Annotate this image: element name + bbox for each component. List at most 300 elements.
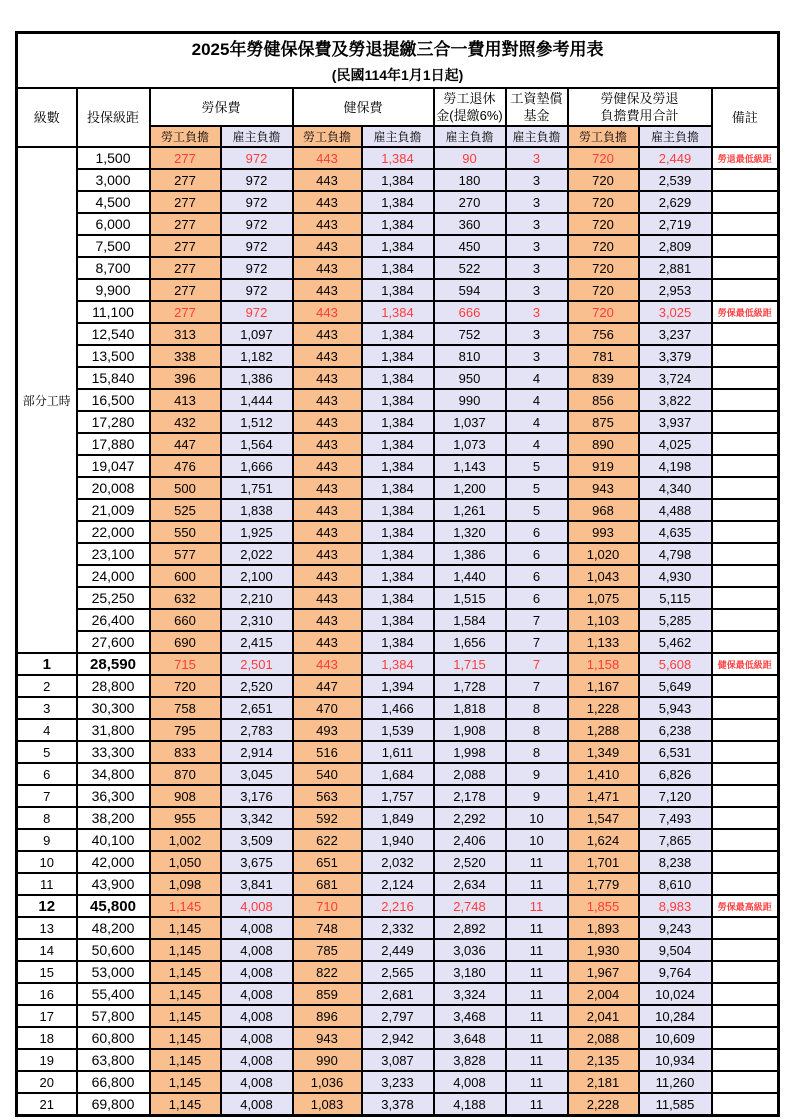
table-row (17, 279, 779, 301)
remark-cell: 勞保最高級距 (712, 895, 779, 917)
value-cell: 11 (506, 895, 568, 917)
value-cell: 972 (221, 213, 293, 235)
bracket-cell: 26,400 (77, 609, 150, 631)
table-row (17, 939, 779, 961)
table-title-cell (17, 33, 779, 89)
value-cell: 972 (221, 169, 293, 191)
value-cell: 795 (150, 719, 221, 741)
value-cell: 493 (293, 719, 362, 741)
remark-cell: 健保最低級距 (712, 653, 779, 675)
remark-cell (712, 697, 779, 719)
value-cell: 1,103 (568, 609, 639, 631)
table-row (17, 983, 779, 1005)
remark-cell (712, 323, 779, 345)
table-row (17, 675, 779, 697)
value-cell: 1,666 (221, 455, 293, 477)
value-cell: 1,228 (568, 697, 639, 719)
value-cell: 6,826 (639, 763, 712, 785)
bracket-cell: 28,590 (77, 653, 150, 675)
value-cell: 1,384 (362, 191, 434, 213)
value-cell: 443 (293, 565, 362, 587)
value-cell: 2,135 (568, 1049, 639, 1071)
value-cell: 1,145 (150, 1027, 221, 1049)
value-cell: 1,349 (568, 741, 639, 763)
value-cell: 1,384 (362, 565, 434, 587)
table-row (17, 829, 779, 851)
remark-cell (712, 565, 779, 587)
bracket-cell: 23,100 (77, 543, 150, 565)
value-cell: 1,908 (434, 719, 506, 741)
value-cell: 6,531 (639, 741, 712, 763)
value-cell: 1,611 (362, 741, 434, 763)
value-cell: 720 (150, 675, 221, 697)
value-cell: 1,384 (362, 477, 434, 499)
value-cell: 3,087 (362, 1049, 434, 1071)
value-cell: 2,415 (221, 631, 293, 653)
value-cell: 950 (434, 367, 506, 389)
value-cell: 10,024 (639, 983, 712, 1005)
value-cell: 1,684 (362, 763, 434, 785)
value-cell: 5,285 (639, 609, 712, 631)
bracket-cell: 31,800 (77, 719, 150, 741)
value-cell: 4,930 (639, 565, 712, 587)
level-cell: 19 (17, 1049, 77, 1071)
header-labor-employee-share: 勞工負擔 (150, 126, 221, 147)
value-cell: 7 (506, 653, 568, 675)
value-cell: 856 (568, 389, 639, 411)
value-cell: 756 (568, 323, 639, 345)
remark-cell (712, 1005, 779, 1027)
header-wage-fund-line2: 基金 (523, 108, 550, 123)
table-row (17, 873, 779, 895)
table-row (17, 851, 779, 873)
level-cell: 21 (17, 1093, 77, 1116)
bracket-cell: 19,047 (77, 455, 150, 477)
value-cell: 1,384 (362, 609, 434, 631)
value-cell: 1,384 (362, 169, 434, 191)
value-cell: 972 (221, 257, 293, 279)
table-row (17, 213, 779, 235)
value-cell: 833 (150, 741, 221, 763)
value-cell: 11 (506, 1027, 568, 1049)
remark-cell (712, 741, 779, 763)
value-cell: 550 (150, 521, 221, 543)
bracket-cell: 55,400 (77, 983, 150, 1005)
value-cell: 1,656 (434, 631, 506, 653)
value-cell: 1,384 (362, 653, 434, 675)
remark-cell (712, 345, 779, 367)
value-cell: 1,564 (221, 433, 293, 455)
value-cell: 540 (293, 763, 362, 785)
bracket-cell: 22,000 (77, 521, 150, 543)
value-cell: 3 (506, 323, 568, 345)
value-cell: 1,384 (362, 147, 434, 169)
value-cell: 11 (506, 983, 568, 1005)
header-wage-fund-line1: 工資墊償 (510, 91, 563, 106)
value-cell: 1,145 (150, 895, 221, 917)
value-cell: 5,649 (639, 675, 712, 697)
value-cell: 7,120 (639, 785, 712, 807)
value-cell: 3,025 (639, 301, 712, 323)
value-cell: 758 (150, 697, 221, 719)
bracket-cell: 3,000 (77, 169, 150, 191)
value-cell: 2,310 (221, 609, 293, 631)
value-cell: 1,384 (362, 213, 434, 235)
value-cell: 2,088 (434, 763, 506, 785)
table-row (17, 433, 779, 455)
value-cell: 3,675 (221, 851, 293, 873)
header-health-employee-share: 勞工負擔 (293, 126, 362, 147)
value-cell: 955 (150, 807, 221, 829)
value-cell: 11 (506, 873, 568, 895)
value-cell: 11 (506, 1093, 568, 1116)
remark-cell (712, 675, 779, 697)
value-cell: 3,324 (434, 983, 506, 1005)
value-cell: 7,865 (639, 829, 712, 851)
value-cell: 432 (150, 411, 221, 433)
value-cell: 1,098 (150, 873, 221, 895)
value-cell: 4 (506, 389, 568, 411)
value-cell: 1,384 (362, 345, 434, 367)
table-body (17, 147, 779, 1116)
value-cell: 443 (293, 323, 362, 345)
value-cell: 2,100 (221, 565, 293, 587)
remark-cell (712, 411, 779, 433)
value-cell: 1,158 (568, 653, 639, 675)
bracket-cell: 16,500 (77, 389, 150, 411)
remark-cell (712, 785, 779, 807)
value-cell: 632 (150, 587, 221, 609)
value-cell: 9,764 (639, 961, 712, 983)
value-cell: 443 (293, 367, 362, 389)
value-cell: 943 (568, 477, 639, 499)
value-cell: 1,145 (150, 1049, 221, 1071)
value-cell: 313 (150, 323, 221, 345)
table-row (17, 741, 779, 763)
level-cell: 12 (17, 895, 77, 917)
value-cell: 1,701 (568, 851, 639, 873)
value-cell: 1,075 (568, 587, 639, 609)
value-cell: 1,715 (434, 653, 506, 675)
level-cell: 11 (17, 873, 77, 895)
value-cell: 3,822 (639, 389, 712, 411)
value-cell: 1,145 (150, 961, 221, 983)
value-cell: 2,634 (434, 873, 506, 895)
value-cell: 1,145 (150, 917, 221, 939)
value-cell: 4,008 (221, 1049, 293, 1071)
value-cell: 1,384 (362, 367, 434, 389)
header-total-employee-share: 勞工負擔 (568, 126, 639, 147)
bracket-cell: 24,000 (77, 565, 150, 587)
value-cell: 8 (506, 719, 568, 741)
table-row (17, 1093, 779, 1116)
value-cell: 11 (506, 1071, 568, 1093)
value-cell: 277 (150, 279, 221, 301)
header-group-row (17, 88, 779, 126)
table-row (17, 565, 779, 587)
remark-cell: 勞退最低級距 (712, 147, 779, 169)
table-row (17, 345, 779, 367)
bracket-cell: 9,900 (77, 279, 150, 301)
value-cell: 11,260 (639, 1071, 712, 1093)
value-cell: 1,020 (568, 543, 639, 565)
value-cell: 2,228 (568, 1093, 639, 1116)
value-cell: 5 (506, 455, 568, 477)
value-cell: 270 (434, 191, 506, 213)
value-cell: 1,320 (434, 521, 506, 543)
value-cell: 6,238 (639, 719, 712, 741)
value-cell: 9 (506, 785, 568, 807)
value-cell: 1,440 (434, 565, 506, 587)
remark-cell (712, 279, 779, 301)
value-cell: 2,292 (434, 807, 506, 829)
remark-cell (712, 521, 779, 543)
value-cell: 10,609 (639, 1027, 712, 1049)
value-cell: 1,838 (221, 499, 293, 521)
value-cell: 1,384 (362, 301, 434, 323)
level-cell: 20 (17, 1071, 77, 1093)
value-cell: 4,008 (221, 895, 293, 917)
remark-cell (712, 257, 779, 279)
table-row (17, 301, 779, 323)
value-cell: 1,145 (150, 1005, 221, 1027)
bracket-cell: 63,800 (77, 1049, 150, 1071)
value-cell: 1,728 (434, 675, 506, 697)
remark-cell (712, 631, 779, 653)
value-cell: 2,748 (434, 895, 506, 917)
remark-cell (712, 191, 779, 213)
table-row (17, 367, 779, 389)
value-cell: 594 (434, 279, 506, 301)
bracket-cell: 12,540 (77, 323, 150, 345)
value-cell: 720 (568, 235, 639, 257)
value-cell: 8,983 (639, 895, 712, 917)
value-cell: 1,145 (150, 939, 221, 961)
table-row (17, 389, 779, 411)
value-cell: 4 (506, 411, 568, 433)
page-title: 2025年勞健保保費及勞退提繳三合一費用對照參考用表 (191, 40, 604, 59)
value-cell: 720 (568, 301, 639, 323)
header-level: 級數 (17, 88, 77, 147)
value-cell: 720 (568, 191, 639, 213)
value-cell: 3 (506, 147, 568, 169)
value-cell: 3,724 (639, 367, 712, 389)
value-cell: 11 (506, 917, 568, 939)
value-cell: 11 (506, 939, 568, 961)
remark-cell (712, 1093, 779, 1116)
remark-cell (712, 213, 779, 235)
remark-cell (712, 1049, 779, 1071)
header-total-line1: 勞健保及勞退 (600, 91, 679, 106)
table-row (17, 543, 779, 565)
value-cell: 2,797 (362, 1005, 434, 1027)
bracket-cell: 27,600 (77, 631, 150, 653)
table-row (17, 1071, 779, 1093)
value-cell: 8,610 (639, 873, 712, 895)
table-row (17, 631, 779, 653)
bracket-cell: 45,800 (77, 895, 150, 917)
remark-cell (712, 235, 779, 257)
value-cell: 2,651 (221, 697, 293, 719)
value-cell: 666 (434, 301, 506, 323)
value-cell: 6 (506, 587, 568, 609)
bracket-cell: 48,200 (77, 917, 150, 939)
value-cell: 277 (150, 235, 221, 257)
value-cell: 443 (293, 301, 362, 323)
value-cell: 4,008 (434, 1071, 506, 1093)
value-cell: 443 (293, 345, 362, 367)
value-cell: 943 (293, 1027, 362, 1049)
value-cell: 993 (568, 521, 639, 543)
value-cell: 2,004 (568, 983, 639, 1005)
value-cell: 1,261 (434, 499, 506, 521)
value-cell: 810 (434, 345, 506, 367)
value-cell: 600 (150, 565, 221, 587)
table-row (17, 499, 779, 521)
value-cell: 1,539 (362, 719, 434, 741)
value-cell: 11 (506, 961, 568, 983)
value-cell: 3,648 (434, 1027, 506, 1049)
value-cell: 443 (293, 411, 362, 433)
value-cell: 10 (506, 807, 568, 829)
value-cell: 2,520 (221, 675, 293, 697)
value-cell: 7 (506, 609, 568, 631)
value-cell: 4,635 (639, 521, 712, 543)
table-row (17, 477, 779, 499)
bracket-cell: 53,000 (77, 961, 150, 983)
value-cell: 1,288 (568, 719, 639, 741)
value-cell: 2,449 (639, 147, 712, 169)
table-row (17, 191, 779, 213)
premium-table (15, 31, 780, 1117)
value-cell: 5,462 (639, 631, 712, 653)
header-total-line2: 負擔費用合計 (600, 108, 679, 123)
value-cell: 443 (293, 543, 362, 565)
remark-cell: 勞保最低級距 (712, 301, 779, 323)
remark-cell (712, 873, 779, 895)
value-cell: 5 (506, 499, 568, 521)
remark-cell (712, 961, 779, 983)
value-cell: 622 (293, 829, 362, 851)
value-cell: 6 (506, 521, 568, 543)
value-cell: 1,624 (568, 829, 639, 851)
bracket-cell: 11,100 (77, 301, 150, 323)
value-cell: 720 (568, 213, 639, 235)
value-cell: 4,008 (221, 1093, 293, 1116)
value-cell: 476 (150, 455, 221, 477)
value-cell: 277 (150, 213, 221, 235)
value-cell: 1,043 (568, 565, 639, 587)
value-cell: 1,471 (568, 785, 639, 807)
table-row (17, 1027, 779, 1049)
value-cell: 443 (293, 147, 362, 169)
bracket-cell: 28,800 (77, 675, 150, 697)
table-row (17, 169, 779, 191)
level-cell-part-time: 部分工時 (17, 147, 77, 653)
remark-cell (712, 499, 779, 521)
value-cell: 8 (506, 697, 568, 719)
remark-cell (712, 939, 779, 961)
value-cell: 1,145 (150, 1093, 221, 1116)
bracket-cell: 17,880 (77, 433, 150, 455)
table-row (17, 587, 779, 609)
value-cell: 2,881 (639, 257, 712, 279)
value-cell: 1,940 (362, 829, 434, 851)
value-cell: 7,493 (639, 807, 712, 829)
remark-cell (712, 851, 779, 873)
value-cell: 3,342 (221, 807, 293, 829)
value-cell: 443 (293, 279, 362, 301)
premium-reference-sheet (15, 31, 780, 1117)
remark-cell (712, 587, 779, 609)
value-cell: 443 (293, 235, 362, 257)
header-health-insurance: 健保費 (293, 88, 434, 126)
value-cell: 896 (293, 1005, 362, 1027)
table-row (17, 323, 779, 345)
level-cell: 5 (17, 741, 77, 763)
value-cell: 1,037 (434, 411, 506, 433)
value-cell: 3,036 (434, 939, 506, 961)
value-cell: 785 (293, 939, 362, 961)
value-cell: 4,025 (639, 433, 712, 455)
value-cell: 1,386 (434, 543, 506, 565)
bracket-cell: 33,300 (77, 741, 150, 763)
bracket-cell: 30,300 (77, 697, 150, 719)
value-cell: 1,145 (150, 1071, 221, 1093)
value-cell: 9,504 (639, 939, 712, 961)
value-cell: 592 (293, 807, 362, 829)
bracket-cell: 1,500 (77, 147, 150, 169)
value-cell: 2,041 (568, 1005, 639, 1027)
remark-cell (712, 389, 779, 411)
table-row (17, 785, 779, 807)
value-cell: 1,547 (568, 807, 639, 829)
value-cell: 972 (221, 191, 293, 213)
value-cell: 7 (506, 631, 568, 653)
table-row (17, 763, 779, 785)
remark-cell (712, 609, 779, 631)
value-cell: 4,008 (221, 961, 293, 983)
value-cell: 4,188 (434, 1093, 506, 1116)
value-cell: 180 (434, 169, 506, 191)
value-cell: 968 (568, 499, 639, 521)
remark-cell (712, 455, 779, 477)
value-cell: 1,083 (293, 1093, 362, 1116)
value-cell: 1,384 (362, 389, 434, 411)
value-cell: 720 (568, 257, 639, 279)
value-cell: 3 (506, 301, 568, 323)
value-cell: 2,178 (434, 785, 506, 807)
value-cell: 1,002 (150, 829, 221, 851)
value-cell: 443 (293, 191, 362, 213)
value-cell: 470 (293, 697, 362, 719)
table-row (17, 895, 779, 917)
header-health-employer-share: 雇主負擔 (362, 126, 434, 147)
value-cell: 4 (506, 433, 568, 455)
level-cell: 13 (17, 917, 77, 939)
value-cell: 8 (506, 741, 568, 763)
value-cell: 990 (293, 1049, 362, 1071)
header-remark: 備註 (712, 88, 779, 147)
value-cell: 1,384 (362, 631, 434, 653)
value-cell: 1,515 (434, 587, 506, 609)
value-cell: 1,036 (293, 1071, 362, 1093)
bracket-cell: 42,000 (77, 851, 150, 873)
header-pension-employer-share: 雇主負擔 (434, 126, 506, 147)
value-cell: 2,565 (362, 961, 434, 983)
value-cell: 2,892 (434, 917, 506, 939)
table-row (17, 961, 779, 983)
